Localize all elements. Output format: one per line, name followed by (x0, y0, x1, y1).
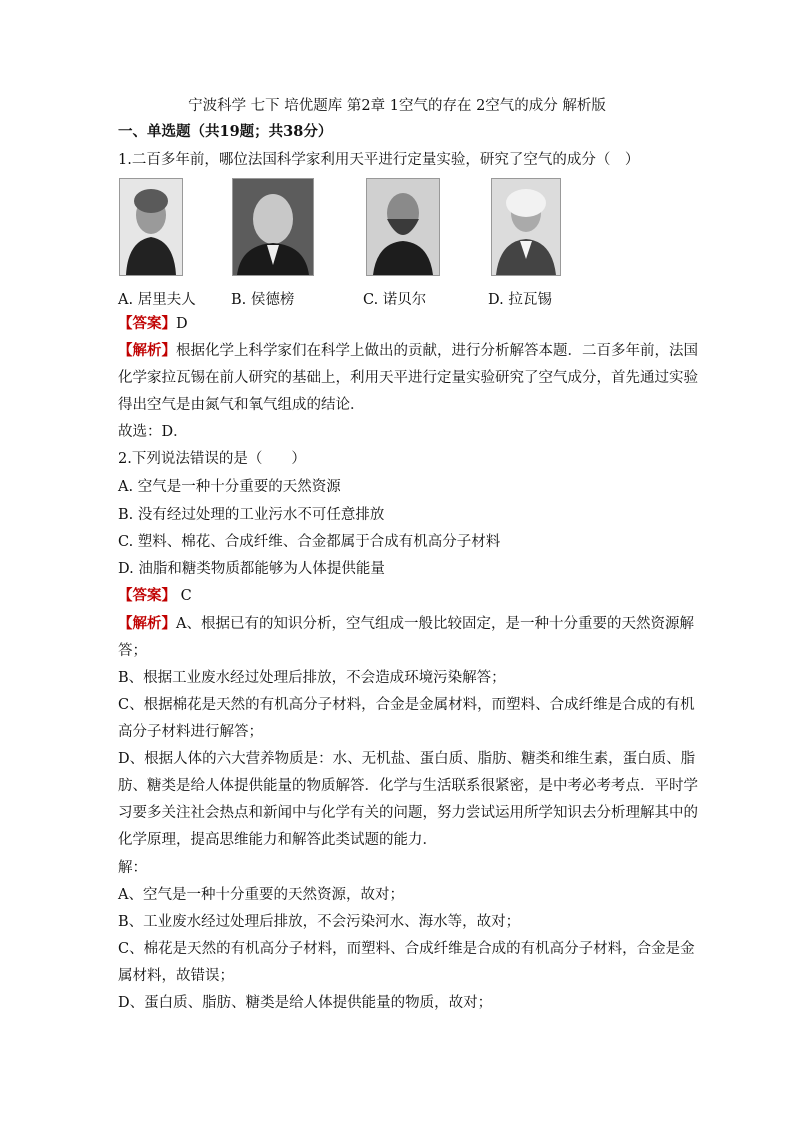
q1-explain-label: 【解析】 (118, 342, 176, 359)
q1-answer (118, 314, 188, 334)
q1-stem: 1.二百多年前，哪位法国科学家利用天平进行定量实验，研究了空气的成分（ ） (118, 152, 640, 168)
q2-solution-label: 解： (118, 860, 147, 876)
q1-conclusion: 故选：D． (118, 424, 188, 440)
q1-explain-line-2: 化学家拉瓦锡在前人研究的基础上，利用天平进行定量实验研究了空气成分，首先通过实验 (118, 370, 698, 386)
q2-explain-line-2: 答； (118, 643, 147, 659)
q2-answer-label: 【答案】 (118, 587, 176, 604)
q2-answer-value: C (176, 588, 192, 604)
q1-explain-text-1: 根据化学上科学家们在科学上做出的贡献，进行分析解答本题．二百多年前，法国 (176, 343, 698, 359)
q2-explain-line-4: C、根据棉花是天然的有机高分子材料，合金是金属材料，而塑料、合成纤维是合成的有机 (118, 697, 695, 713)
q1-option-b: B. 侯德榜 (231, 292, 295, 308)
portrait-lavoisier-image (491, 178, 561, 276)
q2-explain-line-3: B、根据工业废水经过处理后排放，不会造成环境污染解答； (118, 670, 506, 686)
q2-explain-line-9: 化学原理，提高思维能力和解答此类试题的能力． (118, 832, 437, 848)
portrait-curie-image (119, 178, 183, 276)
q1-answer-value: D (176, 316, 188, 332)
q2-option-c: C. 塑料、棉花、合成纤维、合金都属于合成有机高分子材料 (118, 534, 501, 550)
q2-explain-line-1 (118, 614, 694, 634)
q1-option-a: A. 居里夫人 (118, 292, 196, 308)
q2-solution-line-2: B、工业废水经过处理后排放，不会污染河水、海水等，故对； (118, 914, 521, 930)
q2-solution-line-5: D、蛋白质、脂肪、糖类是给人体提供能量的物质，故对； (118, 995, 493, 1011)
q2-explain-line-8: 习要多关注社会热点和新闻中与化学有关的问题，努力尝试运用所学知识去分析理解其中的 (118, 805, 698, 821)
q2-option-a: A. 空气是一种十分重要的天然资源 (118, 479, 341, 495)
portrait-nobel-image (366, 178, 440, 276)
document-title: 宁波科学 七下 培优题库 第2章 1空气的存在 2空气的成分 解析版 (188, 98, 606, 114)
portrait-hou-debang-image (232, 178, 314, 276)
q2-option-b: B. 没有经过处理的工业污水不可任意排放 (118, 507, 385, 523)
q1-explain-line-3: 得出空气是由氮气和氧气组成的结论． (118, 397, 365, 413)
q1-option-c: C. 诺贝尔 (363, 292, 427, 308)
q2-explain-line-6: D、根据人体的六大营养物质是：水、无机盐、蛋白质、脂肪、糖类和维生素，蛋白质、脂 (118, 751, 696, 767)
q1-option-d: D. 拉瓦锡 (488, 292, 552, 308)
q2-explain-line-7: 肪、糖类是给人体提供能量的物质解答．化学与生活联系很紧密，是中考必考考点．平时学 (118, 778, 698, 794)
q2-stem: 2.下列说法错误的是（ ） (118, 451, 306, 467)
q2-solution-line-3: C、棉花是天然的有机高分子材料，而塑料、合成纤维是合成的有机高分子材料，合金是金 (118, 941, 695, 957)
q2-explain-line-5: 高分子材料进行解答； (118, 724, 263, 740)
q2-option-d: D. 油脂和糖类物质都能够为人体提供能量 (118, 561, 385, 577)
q2-explain-text-1: A、根据已有的知识分析，空气组成一般比较固定，是一种十分重要的天然资源解 (176, 616, 694, 632)
q2-answer (118, 586, 192, 606)
q2-solution-line-1: A、空气是一种十分重要的天然资源，故对； (118, 887, 404, 903)
q2-solution-line-4: 属材料，故错误； (118, 968, 234, 984)
q2-explain-label: 【解析】 (118, 615, 176, 632)
q1-answer-label: 【答案】 (118, 315, 176, 332)
q1-explain-line-1 (118, 341, 698, 361)
section-heading: 一、单选题（共19题；共38分） (118, 123, 333, 140)
